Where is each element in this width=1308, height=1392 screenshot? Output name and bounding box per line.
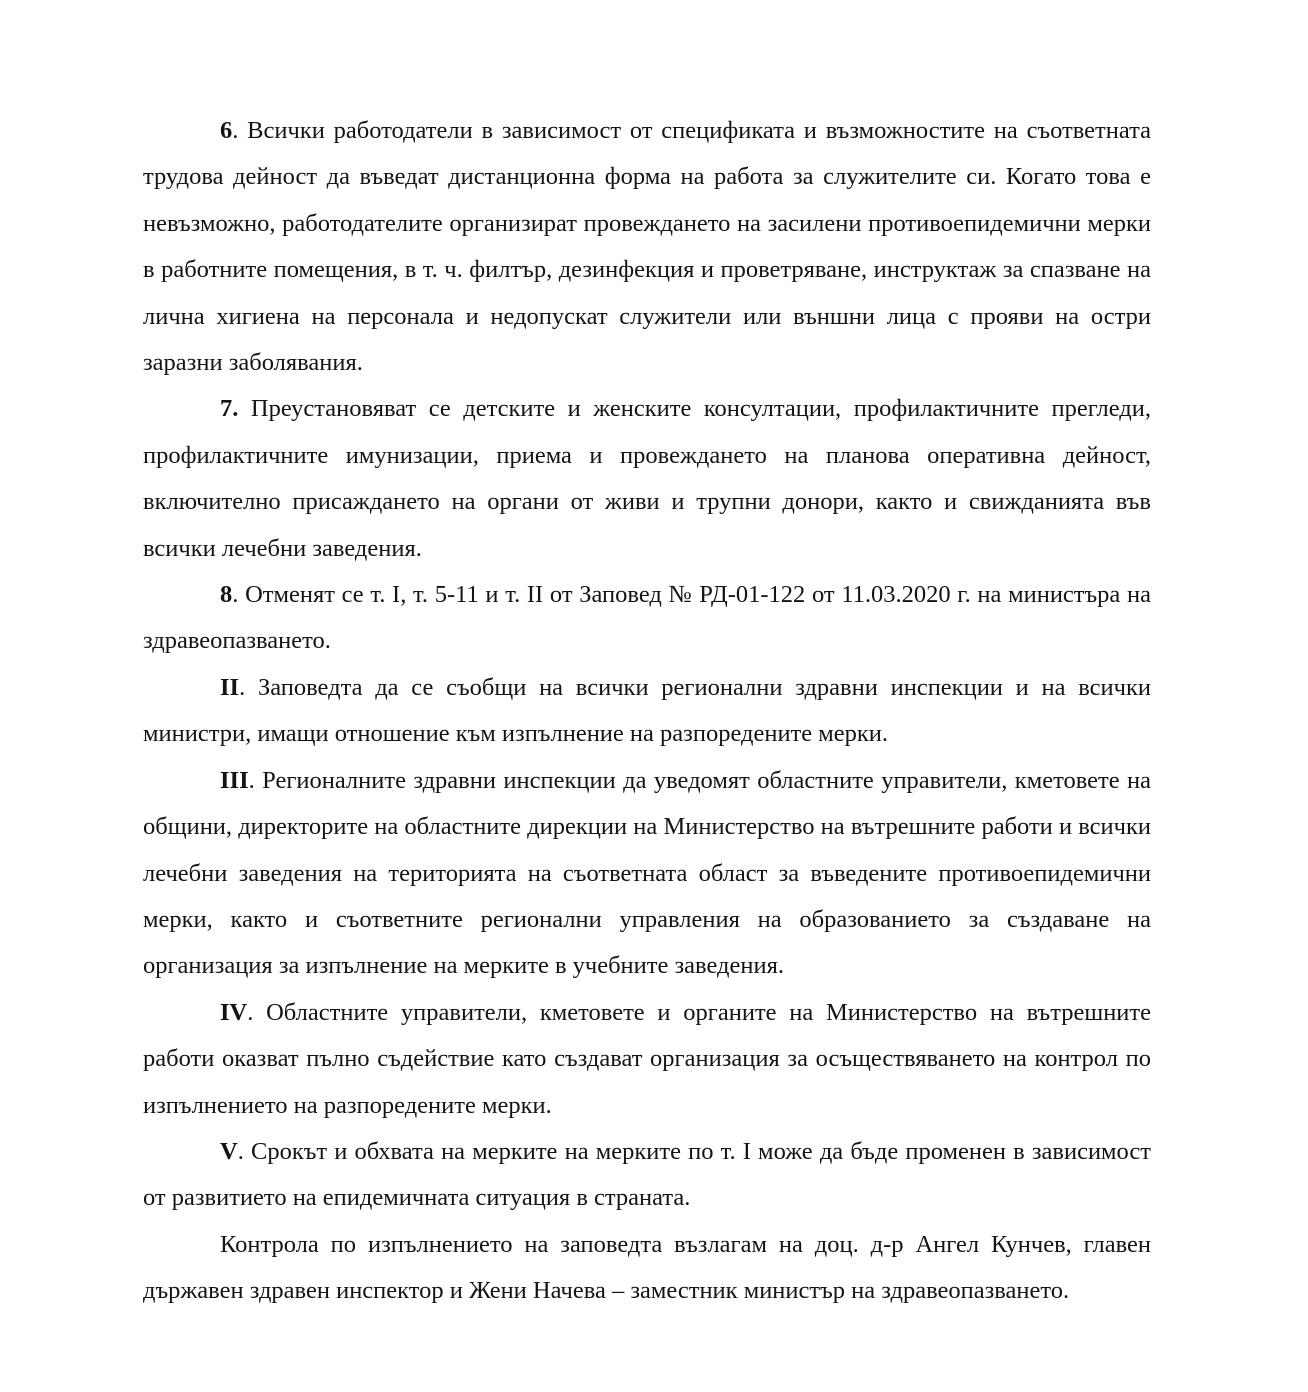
item-number: V: [220, 1137, 238, 1165]
item-number: 6: [220, 117, 233, 144]
paragraph-text: . Заповедта да се съобщи на всички регионални здравни инспекции и на всички министри, имащи отношение към изпълнение на разпоредените мерки.: [143, 673, 1151, 748]
paragraph-8: [143, 572, 1151, 665]
paragraph-text: . Областните управители, кметовете и органите на Министерство на вътрешните работи оказват пълно съдействие като създават организация за осъществяването на контрол по изпълнението на разпоредените мерки.: [143, 998, 1151, 1119]
section-ii: [143, 665, 1151, 758]
item-number: II: [220, 673, 240, 701]
paragraph-text: . Отменят се т. I, т. 5-11 и т. II от Заповед № РД-01-122 от 11.03.2020 г. на министъра на здравеопазването.: [143, 581, 1151, 655]
paragraph-text: Преустановяват се детските и женските консултации, профилактичните прегледи, профилактичните имунизации, приема и провеждането на планова оперативна дейност, включително присаждането на органи от живи и трупни донори, както и свижданията във всички лечебни заведения.: [143, 395, 1151, 562]
paragraph-6: [143, 108, 1151, 386]
item-number: III: [220, 766, 249, 794]
paragraph-7: [143, 386, 1151, 572]
paragraph-text: . Всички работодатели в зависимост от спецификата и възможностите на съответната трудова дейност да въведат дистанционна форма на работа за служителите си. Когато това е невъзможно, работодателите организират провеждането на засилени противоепидемични мерки в работните помещения, в т. ч. филтър, дезинфекция и проветряване, инструктаж за спазване на лична хигиена на персонала и недопускат служители или външни лица с прояви на остри заразни заболявания.: [143, 117, 1151, 377]
closing-paragraph: Контрола по изпълнението на заповедта възлагам на доц. д-р Ангел Кунчев, главен държавен здравен инспектор и Жени Начева – заместник министър на здравеопазването.: [143, 1230, 1151, 1305]
item-number: 7.: [220, 395, 239, 423]
document-body: [143, 108, 1151, 1315]
section-iii: [143, 758, 1151, 990]
section-v: [143, 1129, 1151, 1222]
item-number: 8: [220, 581, 233, 609]
section-iv: [143, 990, 1151, 1129]
paragraph-text: . Регионалните здравни инспекции да уведомят областните управители, кметовете на общини, директорите на областните дирекции на Министерство на вътрешните работи и всички лечебни заведения на територията на съответната област за въведените противоепидемични мерки, както и съответните регионални управления на образованието за създаване на организация за изпълнение на мерките в учебните заведения.: [143, 766, 1151, 980]
paragraph-text: . Срокът и обхвата на мерките на мерките по т. I може да бъде променен в зависимост от развитието на епидемичната ситуация в страната.: [143, 1137, 1151, 1212]
item-number: IV: [220, 998, 248, 1026]
